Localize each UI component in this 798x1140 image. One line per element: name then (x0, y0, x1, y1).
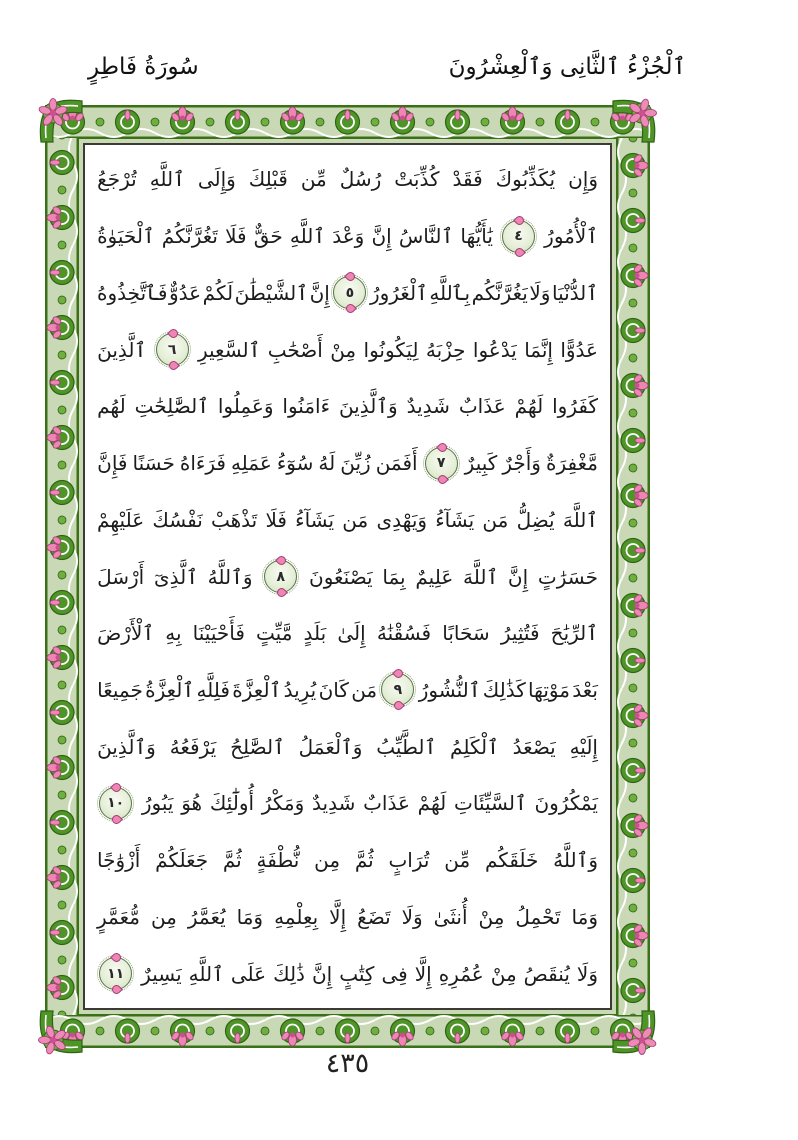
ayah-word: وَلَا (576, 961, 598, 986)
ayah-word: ٱللَّهِ (188, 961, 224, 986)
ayah-word: لَكُمْ (202, 280, 234, 305)
verse-number-marker: ١٠ (99, 787, 132, 820)
quran-line (97, 151, 598, 208)
ayah-word: وَلَا (529, 280, 551, 305)
ayah-word: أُنثَىٰ (433, 904, 468, 929)
ayah-word: وَيَهْدِى (376, 507, 428, 532)
ayah-word: شَدِيدٌ (406, 394, 450, 419)
ayah-word: أَصْحَٰبِ (267, 337, 323, 362)
ayah-word: عَلِيمٌ (415, 564, 454, 589)
ayah-word: فَٱتَّخِذُوهُ (97, 280, 168, 305)
ayah-word: ٱلَّذِينَ (97, 337, 147, 362)
ayah-word: حَقٌّ (253, 224, 283, 249)
juz-title: ٱلْجُزْءُ ٱلثَّانِى وَٱلْعِشْرُونَ (448, 54, 686, 80)
ayah-word: أُولَٰٓئِكَ (209, 791, 255, 816)
ayah-word: حِزْبَهُ (425, 337, 466, 362)
quran-lines (85, 145, 610, 1008)
ayah-word: إِلَىٰ (337, 621, 366, 646)
ayah-word: بِٱللَّهِ (429, 280, 471, 305)
ayah-word: مَن (482, 507, 509, 532)
ayah-word: نَفْسُكَ (152, 507, 203, 532)
quran-line (97, 264, 598, 321)
ayah-word: وَٱلَّذِينَ (338, 394, 398, 419)
ayah-word: يَمْكُرُونَ (534, 791, 598, 816)
ayah-word: لَهُ (318, 451, 336, 476)
corner-flower-ornament (38, 98, 84, 144)
ayah-word: وَمَا (571, 904, 598, 929)
ayah-word: يُعَمَّرُ (187, 904, 226, 929)
ayah-word: هُوَ (181, 791, 203, 816)
ayah-word: ءَامَنُوا (282, 394, 331, 419)
ayah-word: عَلَيْهِمْ (97, 507, 145, 532)
ayah-word: عَذَابٌ (458, 394, 506, 419)
ayah-word: فَلِلَّهِ (196, 677, 230, 702)
ayah-word: كَبِيرٌ (464, 451, 498, 476)
ayah-word: تَذْهَبْ (210, 507, 258, 532)
quran-line (97, 945, 598, 1002)
ayah-word: إِلَيْهِ (569, 734, 598, 759)
ayah-word: جَعَلَكُمْ (155, 848, 209, 873)
ayah-word: مَن (342, 507, 369, 532)
ayah-word: عُمُرِهِ (438, 961, 484, 986)
ayah-word: كُذِّبَتْ (394, 167, 440, 192)
ayah-word: تَحْمِلُ (515, 904, 561, 929)
ayah-word: ٱلسَّعِيرِ (197, 337, 261, 362)
ayah-word: رُسُلٌ (339, 167, 382, 192)
ayah-word: وَأَجْرٌ (502, 451, 541, 476)
ornamental-frame (45, 105, 650, 1048)
ayah-word: إِنَّ (309, 280, 330, 305)
ayah-word: وَلَا (401, 904, 423, 929)
corner-flower-ornament (611, 1009, 657, 1055)
ayah-word: ٱللَّهَ (562, 507, 598, 532)
quran-line (97, 832, 598, 889)
border-pattern-left (45, 138, 79, 1015)
ayah-word: كِتَٰبٍ (339, 961, 375, 986)
ayah-word: مَّغْفِرَةٌ (546, 451, 598, 476)
ayah-word: إِنَّ (507, 564, 529, 589)
ayah-word: يَشَآءُ (295, 507, 335, 532)
ayah-word: ٱلدُّنْيَا (551, 280, 598, 305)
ayah-word: وَعَمِلُوا (217, 394, 274, 419)
ayah-word: ٱلصَّٰلِحَٰتِ (134, 394, 209, 419)
quran-line (97, 548, 598, 605)
quran-line (97, 208, 598, 265)
inner-rule-frame (83, 143, 612, 1010)
ayah-word: ٱلرِّيَٰحَ (550, 621, 598, 646)
quran-line (97, 605, 598, 662)
ayah-word: ٱلَّذِىٓ (153, 564, 198, 589)
ayah-word: فَرَءَاهُ (179, 451, 226, 476)
verse-number-marker: ٩ (381, 673, 414, 706)
ayah-word: لَهُمْ (417, 791, 447, 816)
ayah-word: ثُمَّ (222, 848, 242, 873)
ayah-word: كَانَ (318, 677, 349, 702)
ayah-word: عَمَلِهِ (230, 451, 272, 476)
ayah-word: ٱلصَّٰلِحُ (230, 734, 285, 759)
ayah-word: جَمِيعًا (97, 677, 143, 702)
quran-line (97, 321, 598, 378)
ayah-word: وَمَكْرُ (261, 791, 305, 816)
ayah-word: عَلَى (230, 961, 267, 986)
ayah-word: نُّطْفَةٍ (256, 848, 300, 873)
ayah-word: ٱلنَّاسُ (398, 224, 454, 249)
ayah-word: ذَٰلِكَ (273, 961, 305, 986)
verse-number-marker: ٧ (425, 447, 458, 480)
ayah-word: ٱلْأُمُورُ (544, 224, 598, 249)
ayah-word: ٱلشَّيْطَٰنَ (234, 280, 308, 305)
ayah-word: لَهُمْ (514, 394, 544, 419)
ayah-word: حَسَنًا (132, 451, 175, 476)
corner-flower-ornament (38, 1009, 84, 1055)
ayah-word: وَإِن (568, 167, 598, 192)
ayah-word: تَغُرَّنَّكُمُ (161, 224, 218, 249)
ayah-word: وَٱلْعَمَلُ (298, 734, 363, 759)
ayah-word: عَدُوٌّ (169, 280, 202, 305)
ayah-word: خَلَقَكُم (484, 848, 539, 873)
ayah-word: يَغُرَّنَّكُم (471, 280, 528, 305)
ayah-word: فَإِنَّ (97, 451, 128, 476)
ayah-word: وَٱللَّهُ (207, 564, 253, 589)
ayah-word: وَٱلَّذِينَ (97, 734, 156, 759)
border-pattern-top (45, 105, 650, 139)
ayah-word: ٱللَّهِ (289, 224, 326, 249)
ayah-word: مِنْ (330, 337, 357, 362)
quran-line (97, 718, 598, 775)
border-pattern-right (616, 138, 650, 1015)
ayah-word: ٱلنُّشُورُ (418, 677, 481, 702)
ayah-word: بَعْدَ (572, 677, 598, 702)
ayah-word: سُوٓءُ (276, 451, 314, 476)
ayah-word: ٱللَّهِ (149, 167, 185, 192)
ayah-word: ٱلْكَلِمُ (450, 734, 499, 759)
ayah-word: يَدْعُوا (472, 337, 517, 362)
ayah-word: إِنَّ (371, 224, 392, 249)
surah-title: سُورَةُ فَاطِرٍ (88, 54, 199, 80)
ayah-word: فَأَحْيَيْنَا (192, 621, 245, 646)
ayah-word: تَضَعُ (357, 904, 391, 929)
border-pattern-bottom (45, 1014, 650, 1048)
ayah-word: مَّيِّتٍ (256, 621, 293, 646)
ayah-word: يُضِلُّ (516, 507, 555, 532)
ayah-word: وَٱللَّهُ (553, 848, 598, 873)
ayah-word: ٱلطَّيِّبُ (376, 734, 437, 759)
quran-line (97, 491, 598, 548)
ayah-word: ثُمَّ (354, 848, 374, 873)
verse-number-marker: ٤ (502, 220, 535, 253)
ayah-word: بِمَا (382, 564, 406, 589)
ayah-word: ٱللَّهَ (463, 564, 499, 589)
ayah-word: ٱلْعِزَّةُ (145, 677, 195, 702)
ayah-word: كَفَرُوا (552, 394, 598, 419)
ayah-word: وَمَا (236, 904, 264, 929)
ayah-word: وَعْدَ (332, 224, 365, 249)
quran-line (97, 662, 598, 719)
ayah-word: إِنَّمَا (524, 337, 553, 362)
quran-line (97, 378, 598, 435)
ayah-word: يُنقَصُ (523, 961, 570, 986)
ayah-word: بِهِ (165, 621, 182, 646)
ayah-word: مِنْ (478, 904, 505, 929)
ayah-word: وَإِلَى (197, 167, 236, 192)
ayah-word: بِعِلْمِهِ (274, 904, 319, 929)
ayah-word: كَذَٰلِكَ (482, 677, 526, 702)
ayah-word: فَلَا (225, 224, 247, 249)
ayah-word: مِن (150, 904, 177, 929)
verse-number-marker: ١١ (99, 957, 132, 990)
ayah-word: حَسَرَٰتٍ (537, 564, 598, 589)
ayah-word: يَرْفَعُهُ (169, 734, 217, 759)
ayah-word: إِلَّا (414, 961, 432, 986)
ayah-word: مِن (314, 848, 341, 873)
corner-flower-ornament (611, 98, 657, 144)
ayah-word: أَزْوَٰجًا (97, 848, 141, 873)
ayah-word: مَن (351, 677, 378, 702)
ayah-word: فَسُقْنَٰهُ (376, 621, 432, 646)
ayah-word: إِنَّ (311, 961, 333, 986)
ayah-word: مُّعَمَّرٍ (97, 904, 140, 929)
ayah-word: شَدِيدٌ (312, 791, 356, 816)
ayah-word: تُرْجَعُ (97, 167, 137, 192)
ayah-word: مِّن (444, 848, 471, 873)
ayah-word: يَسِيرٌ (141, 961, 182, 986)
ayah-word: يَشَآءُ (435, 507, 475, 532)
ayah-word: مَوْتِهَا (528, 677, 570, 702)
ayah-word: يَصْعَدُ (512, 734, 556, 759)
ayah-word: فِى (381, 961, 408, 986)
ayah-word: قَبْلِكَ (248, 167, 288, 192)
ayah-word: يُرِيدُ (283, 677, 317, 702)
verse-number-marker: ٨ (264, 560, 297, 593)
ayah-word: ٱلْغَرُورُ (369, 280, 428, 305)
ayah-word: بَلَدٍ (303, 621, 327, 646)
ayah-word: فَتُثِيرُ (500, 621, 540, 646)
ayah-word: عَذَابٌ (363, 791, 410, 816)
ayah-word: يَصْنَعُونَ (309, 564, 373, 589)
ayah-word: عَدُوًّا (560, 337, 598, 362)
ayah-word: مِنْ (490, 961, 517, 986)
quran-line (97, 889, 598, 946)
verse-number-marker: ٦ (156, 333, 189, 366)
ayah-word: أَفَمَن (375, 451, 418, 476)
ayah-word: ٱلْحَيَوٰةُ (97, 224, 155, 249)
ayah-word: لَهُم (97, 394, 126, 419)
ayah-word: لِيَكُونُوا (363, 337, 419, 362)
quran-line (97, 775, 598, 832)
ayah-word: يُكَذِّبُوكَ (495, 167, 556, 192)
ayah-word: تُرَابٍ (388, 848, 430, 873)
ayah-word: ٱلْعِزَّةَ (232, 677, 282, 702)
ayah-word: زُيِّنَ (340, 451, 371, 476)
ayah-word: ٱلْأَرْضَ (97, 621, 155, 646)
verse-number-marker: ٥ (333, 276, 366, 309)
quran-line (97, 435, 598, 492)
ayah-word: يَبُورُ (141, 791, 174, 816)
ayah-word: إِلَّا (329, 904, 347, 929)
ayah-word: يَٰأَيُّهَا (460, 224, 493, 249)
ayah-word: فَلَا (265, 507, 287, 532)
ayah-word: فَقَدْ (452, 167, 483, 192)
ayah-word: مِّن (300, 167, 327, 192)
page-number: ٤٣٥ (325, 1048, 370, 1079)
ayah-word: أَرْسَلَ (97, 564, 145, 589)
ayah-word: ٱلسَّيِّئَاتِ (454, 791, 527, 816)
ayah-word: سَحَابًا (442, 621, 490, 646)
